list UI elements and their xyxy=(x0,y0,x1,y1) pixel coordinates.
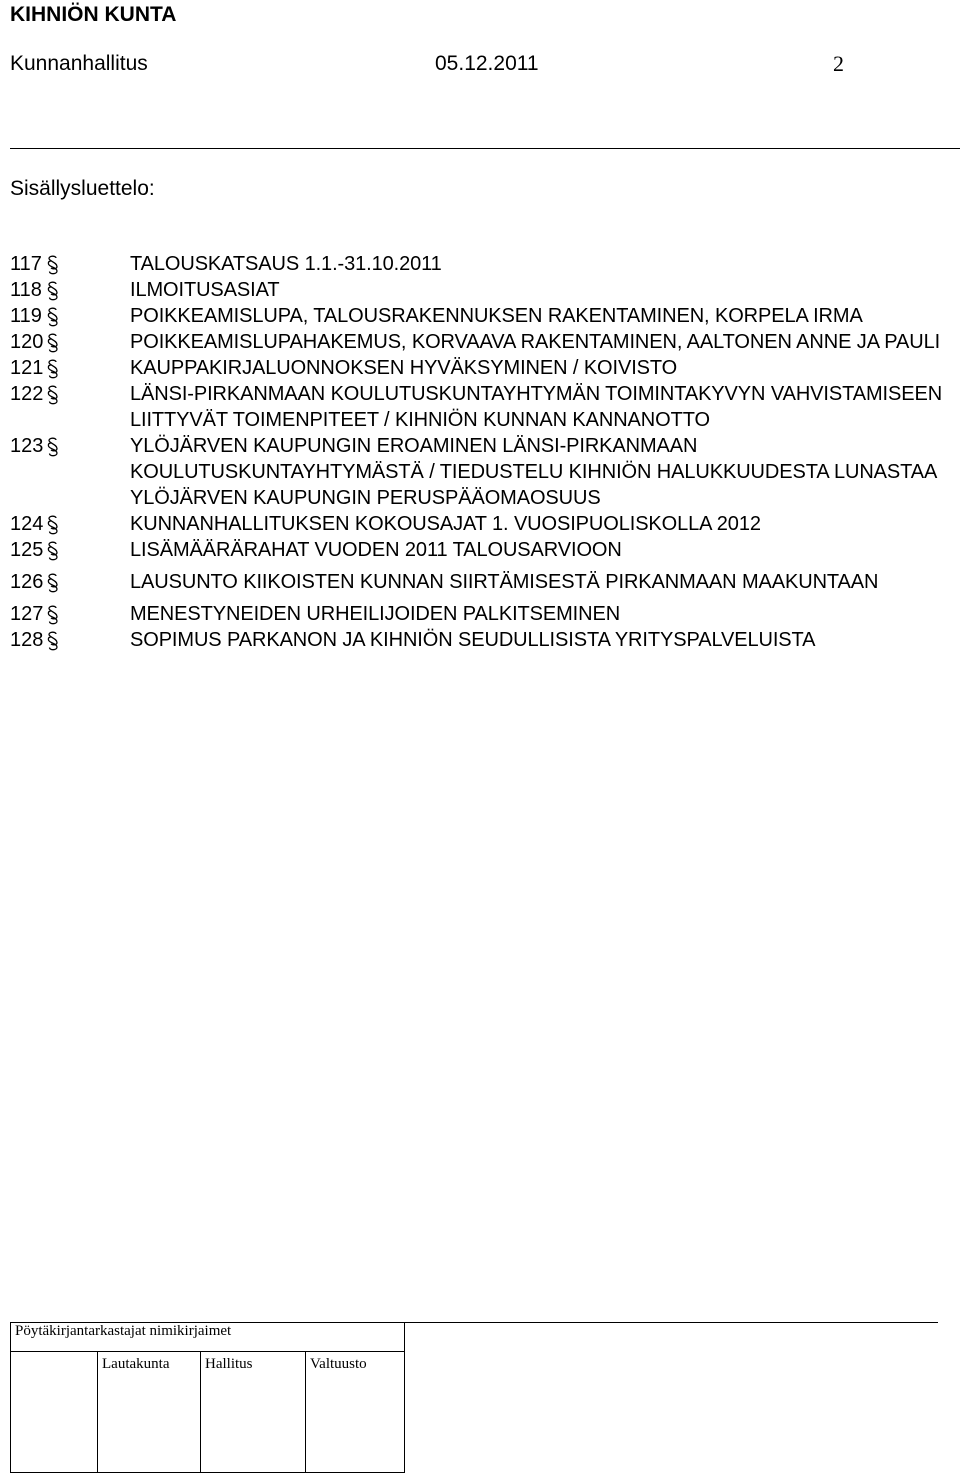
toc-entry-title: MENESTYNEIDEN URHEILIJOIDEN PALKITSEMINEN xyxy=(130,603,621,625)
toc-entry[interactable] xyxy=(10,381,960,433)
toc-entry-title: SOPIMUS PARKANON JA KIHNIÖN SEUDULLISISTA YRITYSPALVELUISTA xyxy=(130,629,816,651)
toc-entry-title: LÄNSI-PIRKANMAAN KOULUTUSKUNTAYHTYMÄN TOIMINTAKYVYN VAHVISTAMISEEN LIITTYVÄT TOIMENPITEET / KIHNIÖN KUNNAN KANNANOTTO xyxy=(130,383,943,431)
section-mark-icon xyxy=(44,329,130,355)
toc-entry[interactable] xyxy=(10,537,960,563)
signature-cell-valtuusto: Valtuusto xyxy=(306,1352,405,1473)
toc-entry-number: 120 xyxy=(10,331,44,353)
signature-table-title: Pöytäkirjantarkastajat nimikirjaimet xyxy=(11,1323,405,1352)
governing-body: Kunnanhallitus xyxy=(10,52,148,75)
section-mark-icon xyxy=(44,511,130,537)
signature-cell-hallitus: Hallitus xyxy=(201,1352,306,1473)
section-mark-icon xyxy=(44,303,130,329)
section-mark-icon xyxy=(44,537,130,563)
toc-entry-title: POIKKEAMISLUPAHAKEMUS, KORVAAVA RAKENTAMINEN, AALTONEN ANNE JA PAULI xyxy=(130,331,941,353)
toc-entry[interactable] xyxy=(10,303,960,329)
toc-entry[interactable] xyxy=(10,433,960,511)
toc-entry-title: TALOUSKATSAUS 1.1.-31.10.2011 xyxy=(130,253,442,275)
toc-title: Sisällysluettelo: xyxy=(10,177,155,200)
toc-entry-title: ILMOITUSASIAT xyxy=(130,279,280,301)
toc-entry-number: 127 xyxy=(10,603,44,625)
footer-divider xyxy=(398,1322,938,1323)
toc-entry-number: 125 xyxy=(10,539,44,561)
organization-name: KIHNIÖN KUNTA xyxy=(10,3,177,26)
toc-entry-title: YLÖJÄRVEN KAUPUNGIN EROAMINEN LÄNSI-PIRKANMAAN KOULUTUSKUNTAYHTYMÄSTÄ / TIEDUSTELU KIHNIÖN HALUKKUUDESTA LUNASTAA YLÖJÄRVEN KAUPUNGIN PERUSPÄÄOMAOSUUS xyxy=(130,435,937,509)
meeting-date: 05.12.2011 xyxy=(435,52,539,75)
section-mark-icon xyxy=(44,355,130,381)
signature-table xyxy=(10,1322,405,1473)
toc-entry-number: 124 xyxy=(10,513,44,535)
table-of-contents xyxy=(10,251,960,653)
header-divider xyxy=(10,148,960,149)
signature-cell-blank xyxy=(11,1352,98,1473)
section-mark-icon xyxy=(44,627,130,653)
toc-entry-number: 126 xyxy=(10,571,44,593)
toc-entry-number: 118 xyxy=(10,279,42,301)
section-mark-icon xyxy=(44,569,130,595)
section-mark-icon xyxy=(44,433,130,459)
toc-entry-number: 121 xyxy=(10,357,44,379)
toc-entry[interactable] xyxy=(10,569,960,595)
signature-cell-lautakunta: Lautakunta xyxy=(98,1352,201,1473)
toc-entry-number: 122 xyxy=(10,383,44,405)
toc-entry-number: 119 xyxy=(10,305,42,327)
toc-entry[interactable] xyxy=(10,627,960,653)
toc-entry[interactable] xyxy=(10,251,960,277)
toc-entry[interactable] xyxy=(10,329,960,355)
toc-entry-title: LAUSUNTO KIIKOISTEN KUNNAN SIIRTÄMISESTÄ PIRKANMAAN MAAKUNTAAN xyxy=(130,571,879,593)
toc-entry[interactable] xyxy=(10,277,960,303)
toc-entry-title: POIKKEAMISLUPA, TALOUSRAKENNUKSEN RAKENTAMINEN, KORPELA IRMA xyxy=(130,305,863,327)
toc-entry[interactable] xyxy=(10,355,960,381)
toc-entry-number: 123 xyxy=(10,435,44,457)
toc-entry-title: KAUPPAKIRJALUONNOKSEN HYVÄKSYMINEN / KOIVISTO xyxy=(130,357,678,379)
toc-entry-number: 128 xyxy=(10,629,44,651)
section-mark-icon xyxy=(44,251,130,277)
section-mark-icon xyxy=(44,381,130,407)
section-mark-icon xyxy=(44,601,130,627)
section-mark-icon xyxy=(44,277,130,303)
page-number: 2 xyxy=(833,51,844,76)
toc-entry[interactable] xyxy=(10,601,960,627)
toc-entry[interactable] xyxy=(10,511,960,537)
toc-entry-title: LISÄMÄÄRÄRAHAT VUODEN 2011 TALOUSARVIOON xyxy=(130,539,622,561)
toc-entry-number: 117 xyxy=(10,253,42,275)
toc-entry-title: KUNNANHALLITUKSEN KOKOUSAJAT 1. VUOSIPUOLISKOLLA 2012 xyxy=(130,513,761,535)
